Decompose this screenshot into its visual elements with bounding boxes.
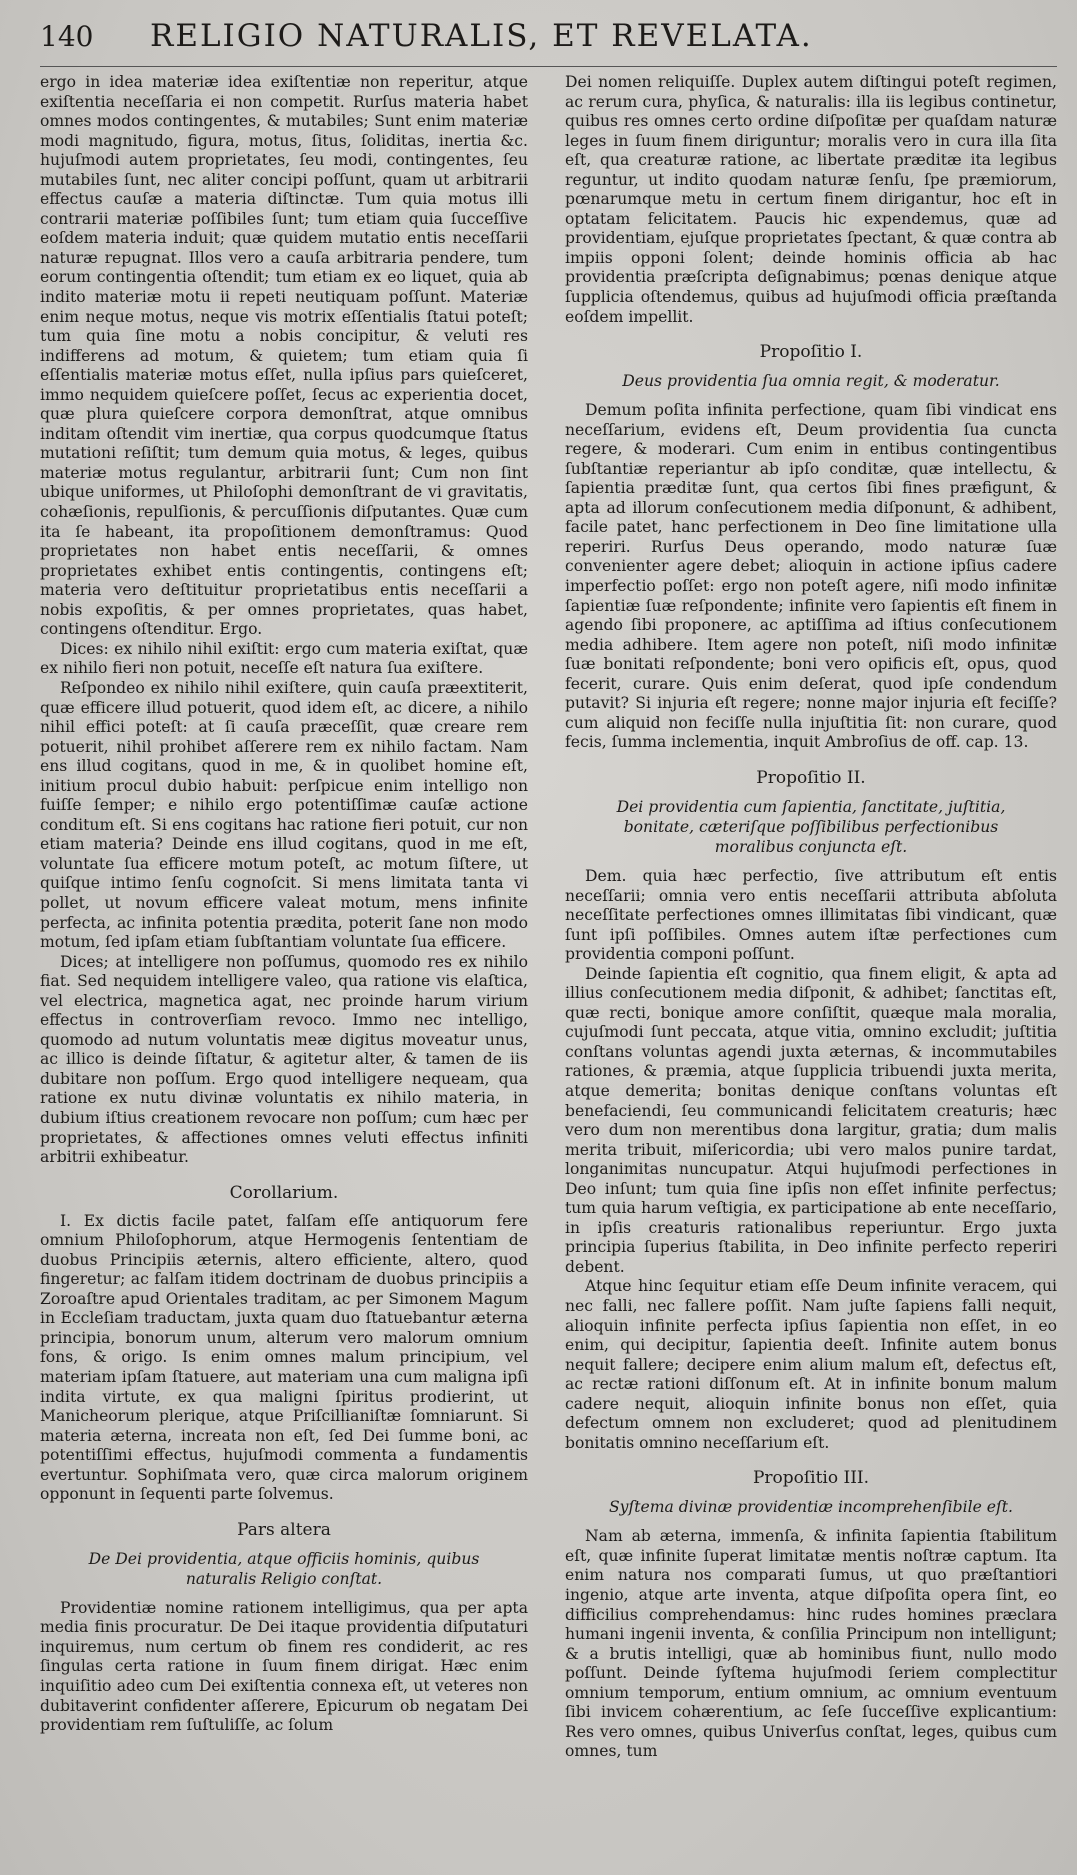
section-heading-corollarium: Corollarium. [229,1182,339,1203]
paragraph: Reſpondeo ex nihilo nihil exiſtere, quin cauſa præextiterit, quæ efficere illud potuerit, quod idem eſt, ac dicere, a nihilo nihil effici poteſt: at ſi cauſa præceſſit, quæ creare rem potuerit, nihil prohibet aſſerere rem ex nihilo factam. Nam ens illud cogitans, quod in me, & in quolibet homine eſt, initium procul dubio habuit: perſpicue enim intelligo non fuiſſe ſemper; e nihilo ergo potentiſſimæ cauſæ actione conditum eſt. Si ens cogitans hac ratione fieri potuit, cur non etiam materia? Deinde ens illud cogitans, quod in me eſt, voluntate ſua efficere motum poteſt, ac motum ſiſtere, ut quiſque intimo ſenſu cognoſcit. Si mens limitata tanta vi pollet, ut novum efficere valeat motum, mens infinite perfecta, ac infinita potentia prædita, poterit ſane non modo motum, ſed ipſam etiam ſubſtantiam voluntate ſua efficere. [40,678,528,952]
section-heading-propositio-2: Propoſitio II. [756,767,866,788]
page-number: 140 [40,20,94,53]
section-subtitle: De Dei providentia, atque officiis hominis, quibus naturalis Religio conſtat. [88,1549,480,1588]
paragraph: I. Ex dictis facile patet, falſam eſſe antiquorum fere omnium Philoſophorum, atque Hermogenis ſententiam de duobus Principiis æternis, altero efficiente, altero, quod fingeretur; ac falſam itidem doctrinam de duobus principiis a Zoroaſtre apud Orientales traditam, ac per Simonem Magum in Eccleſiam traductam, juxta quam duo ſtatuebantur æterna principia, bonorum unum, alterum vero malorum omnium fons, & origo. Is enim omnes malum principium, vel materiam ipſam ſtatuere, aut materiam una cum maligna ipſi indita virtute, ex qua maligni ſpiritus prodierint, ut Manicheorum plerique, atque Priſcillianiſtæ ſomniarunt. Si materia æterna, increata non eſt, ſed Dei ſumme boni, ac potentiſſimi effectus, hujuſmodi commenta a fundamentis evertuntur. Sophiſmata vero, quæ circa malorum originem opponunt in ſequenti parte ſolvemus. [40,1211,528,1504]
section-heading-propositio-3: Propoſitio III. [752,1468,870,1489]
paragraph: Dices: ex nihilo nihil exiſtit: ergo cum materia exiſtat, quæ ex nihilo fieri non potuit, neceſſe eſt natura ſua exiſtere. [40,639,528,678]
paragraph: ergo in idea materiæ idea exiſtentiæ non reperitur, atque exiſtentia neceſſaria ei non competit. Rurſus materia habet omnes modos contingentes, & mutabiles; Sunt enim materiæ modi magnitudo, figura, motus, ſitus, ſoliditas, inertia &c. hujuſmodi autem proprietates, ſeu modi, contingentes, ſeu mutabiles ſunt, nec aliter concipi poſſunt, quam ut arbitrarii effectus cauſæ a materia diſtinctæ. Tum quia motus illi contrarii materiæ poſſibiles ſunt; tum etiam quia ſucceſſive eoſdem materia induit; quæ quidem mutatio entis neceſſarii naturæ repugnat. Illos vero a cauſa arbitraria pendere, tum eorum contingentia oſtendit; tum etiam ex eo liquet, quia ab indito materiæ motu ii repeti neutiquam poſſunt. Materiæ enim neque motus, neque vis motrix eſſentialis ſtatui poteſt; tum quia ſine motu a nobis concipitur, & veluti res indifferens ad motum, & quietem; tum etiam quia ſi eſſentialis materiæ motus eſſet, nulla ipſius pars quieſceret, immo nequidem quieſcere poſſet, ſecus ac experientia docet, quæ plura quieſcere corpora demonſtrat, atque omnibus inditam oſtendit vim inertiæ, qua corpus quodcumque ſtatus mutationi reſiſtit; tum demum quia motus, & leges, quibus materiæ motus regulantur, arbitrarii ſunt; Cum non ſint ubique uniformes, ut Philoſophi demonſtrant de vi gravitatis, cohæſionis, repulſionis, & percuſſionis diſputantes. Quæ cum ita ſe habeant, ita propoſitionem demonſtramus: Quod proprietates non habet entis neceſſarii, & omnes proprietates exhibet entis contingentis, contingens eſt; materia vero deſtituitur proprietatibus entis neceſſarii a nobis expoſitis, & per omnes proprietates, quas habet, contingens oſtenditur. Ergo. [40,73,528,639]
paragraph: Nam ab æterna, immenſa, & infinita ſapientia ſtabilitum eſt, quæ infinite ſuperat limitatæ mentis noſtræ captum. Ita enim natura nos comparati ſumus, ut quo præſtantiori ingenio, atque arte inventa, atque diſpoſita opera ſint, eo difficilius comprehendamus: hinc rudes homines præclara humani ingenii inventa, & conſilia Principum non intelligunt; & a brutis intelligi, quæ ab hominibus fiunt, nullo modo poſſunt. Deinde ſyſtema hujuſmodi ſeriem complectitur omnium temporum, entium omnium, ac omnium eventuum ſibi invicem cohærentium, ac ſeſe ſucceſſive explicantium: Res vero omnes, quibus Univerſus conſtat, leges, quibus cum omnes, tum [565,1527,1057,1761]
left-column [40,73,528,1762]
text-columns [40,73,1057,1762]
section-heading-pars-altera: Pars altera [237,1519,331,1540]
section-subtitle: Syſtema divinæ providentiæ incomprehenſibile eſt. [608,1498,1013,1517]
paragraph: Dem. quia hæc perfectio, ſive attributum eſt entis neceſſarii; omnia vero entis neceſſarii attributa abſoluta neceſſitate perfectiones omnes illimitatas ſibi vindicant, quæ ſunt ipſi poſſibiles. Omnes autem iſtæ perfectiones cum providentia componi poſſunt. [565,866,1057,964]
paragraph: Demum poſita infinita perfectione, quam ſibi vindicat ens neceſſarium, evidens eſt, Deum providentia ſua cuncta regere, & moderari. Cum enim in entibus contingentibus ſubſtantiæ reperiantur ab ipſo conditæ, quæ intellectu, & ſapientia præditæ ſunt, qua certos ſibi fines præfigunt, & apta ad illorum conſecutionem media diſponunt, & adhibent, facile patet, hanc perfectionem in Deo ſine limitatione ulla reperiri. Rurſus Deus operando, modo naturæ ſuæ convenienter agere debet; alioquin in actione ipſius cadere imperfectio poſſet: ergo non poteſt agere, niſi modo infinitæ ſapientiæ ſuæ reſpondente; infinite vero ſapientis eſt finem in agendo ſibi proponere, ac aptiſſima ad iſtius conſecutionem media adhibere. Item agere non poteſt, niſi modo infinitæ ſuæ bonitati reſpondente; boni vero opificis eſt, opus, quod fecerit, curare. Quis enim deſerat, quod ipſe condendum putavit? Si injuria eſt regere; nonne major injuria eſt feciſſe? cum aliquid non feciſſe nulla injuſtitia ſit: non curare, quod fecis, ſumma inclementia, inquit Ambroſius de off. cap. 13. [565,401,1057,752]
section-subtitle: Deus providentia ſua omnia regit, & moderatur. [622,372,1000,391]
running-title: RELIGIO NATURALIS, ET REVELATA. [150,18,813,54]
section-subtitle: Dei providentia cum ſapientia, ſanctitate, juſtitia, bonitate, cæteriſque poſſibilibus perfectionibus moralibus conjuncta eſt. [616,797,1006,856]
paragraph: Dices; at intelligere non poſſumus, quomodo res ex nihilo fiat. Sed nequidem intelligere valeo, qua ratione vis elaſtica, vel electrica, magnetica agat, nec proinde harum virium effectus in controverſiam revoco. Immo nec intelligo, quomodo ad nutum voluntatis meæ digitus moveatur unus, ac illico is deinde ſiſtatur, & agitetur alter, & tamen de iis dubitare non poſſum. Ergo quod intelligere nequeam, qua ratione ex nutu divinæ voluntatis ex nihilo materia, in dubium iſtius creationem revocare non poſſum; cum hæc per proprietates, & affectiones omnes veluti effectus infiniti arbitrii exhibeatur. [40,952,528,1167]
section-heading-propositio-1: Propoſitio I. [759,342,863,363]
paragraph: Deinde ſapientia eſt cognitio, qua finem eligit, & apta ad illius conſecutionem media diſponit, & adhibet; ſanctitas eſt, quæ recti, bonique amore conſiſtit, quæque mala moralia, cujuſmodi ſunt peccata, atque vitia, omnino excludit; juſtitia conſtans voluntas agendi juxta æternas, & incommutabiles rationes, & præmia, atque ſupplicia tribuendi juxta merita, atque demerita; bonitas denique conſtans voluntas eſt benefaciendi, ſeu communicandi felicitatem creaturis; hæc vero dum non merentibus dona largitur, gratia; dum malis merita tribuit, miſericordia; ubi vero malos punire tardat, longanimitas nuncupatur. Atqui hujuſmodi perfectiones in Deo inſunt; tum quia ſine ipſis non eſſet infinite perfectus; tum quia harum veſtigia, ex participatione ab ente neceſſario, in ipſis creaturis rationalibus reperiuntur. Ergo juxta principia ſuperius ſtabilita, in Deo infinite perfecto reperiri debent. [565,964,1057,1276]
page-header [40,18,1057,67]
paragraph: Providentiæ nomine rationem intelligimus, qua per apta media finis procuratur. De Dei itaque providentia diſputaturi inquiremus, num certum ob finem res condiderit, ac res ſingulas certa ratione in ſuum finem dirigat. Hæc enim inquiſitio adeo cum Dei exiſtentia connexa eſt, ut veteres non dubitaverint confidenter aſſerere, Epicurum ob negatam Dei providentiam rem ſuſtuliſſe, ac ſolum [40,1598,528,1735]
right-column [565,73,1057,1762]
paragraph: Dei nomen reliquiſſe. Duplex autem diſtingui poteſt regimen, ac rerum cura, phyſica, & naturalis: illa iis legibus continetur, quibus res omnes certo ordine diſpoſitæ per quaſdam naturæ leges in ſuum finem diriguntur; moralis vero in cura illa ſita eſt, qua creaturæ ratione, ac libertate præditæ ita legibus reguntur, ut indito quodam naturæ ſenſu, ſpe præmiorum, pœnarumque metu in certum finem dirigantur, hoc eſt in optatam felicitatem. Paucis hic expendemus, quæ ad providentiam, ejuſque proprietates ſpectant, & quæ contra ab impiis opponi ſolent; deinde hominis officia ab hac providentia præſcripta deſignabimus; pœnas denique atque ſupplicia oſtendemus, quibus ad hujuſmodi officia præſtanda eoſdem impellit. [565,73,1057,326]
paragraph: Atque hinc ſequitur etiam eſſe Deum infinite veracem, qui nec falli, nec fallere poſſit. Nam juſte ſapiens falli nequit, alioquin infinite perfecta ipſius ſapientia non eſſet, in eo enim, qui decipitur, ſapientia deeſt. Infinite autem bonus nequit fallere; decipere enim alium malum eſt, defectus eſt, ac rectæ rationi diſſonum eſt. At in infinite bonum malum cadere nequit, alioquin infinite bonus non eſſet, quia defectum omnem non excluderet; quod ad plenitudinem bonitatis omnino neceſſarium eſt. [565,1277,1057,1452]
